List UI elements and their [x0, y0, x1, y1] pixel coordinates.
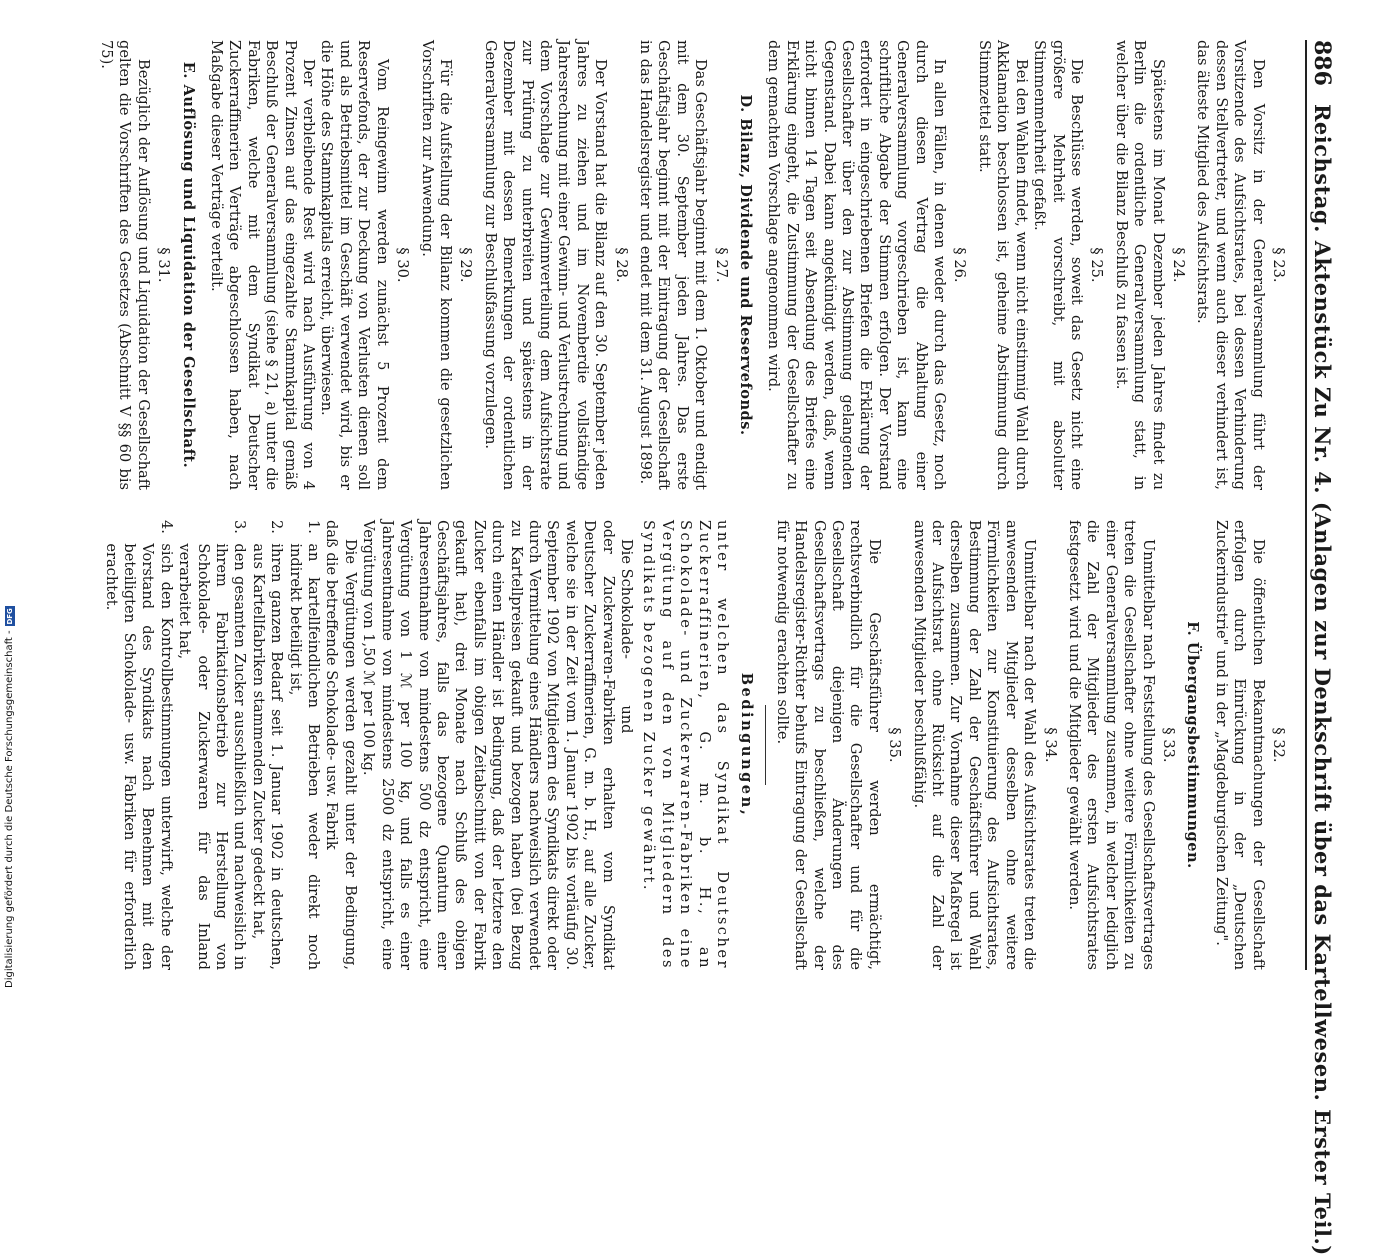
section-label: § 35. [886, 727, 904, 763]
subject-part: Die Schokolade- [618, 538, 635, 659]
subject-part: und [618, 705, 635, 734]
paragraph: Unmittelbar nach Feststellung des Gesellschaftsvertrages treten die Gesellschafter ohne weitere Förmlichkeiten zu einer Generalversammlung zusammen, in welcher lediglich die Zahl der Mitglieder des ersten Aufsichtsrates festgesetzt wird und die Mitglieder gewählt werden. [1065, 520, 1157, 970]
section-label: § 33. [1159, 727, 1177, 763]
page-title: Reichstag. Aktenstück Zu Nr. 4. (Anlagen zur Denkschrift über das Kartellwesen. Erster Teil.) [1310, 103, 1335, 1256]
paragraph: Die öffentlichen Bekanntmachungen der Gesellschaft erfolgen durch Einrückung in der „Deutschen Zuckerindustrie" und in der „Magdeburgischen Zeitung". [1212, 520, 1267, 970]
section-label: § 31. [155, 247, 173, 283]
paragraph: Spätestens im Monat Dezember jeden Jahres findet zu Berlin die ordentliche Generalversammlung statt, in welcher über die Bilanz Beschluß zu fassen ist. [1112, 40, 1167, 490]
divider [765, 705, 766, 785]
right-column [93, 520, 1293, 970]
left-column [93, 40, 1293, 490]
paragraph: In allen Fällen, in denen weder durch das Gesetz, noch durch diesen Vertrag die Abhaltung einer Generalversammlung vorgeschrieben ist, kann eine schriftliche Abgabe der Stimmen erfolgen. Der Vorstand erfordert in eingeschriebenen Briefen die Erklärung der Gesellschafter über den zur Abstimmung gelangenden Gegenstand. Dabei kann angekündigt werden, daß, wenn nicht binnen 14 Tagen seit Absendung des Briefes eine Erklärung eingeht, die Zustimmung der Gesellschafter zu dem gemachten Vorschlage angenommen wird. [765, 40, 949, 490]
credit-text: Digitalisierung gefördert durch die Deutsche Forschungsgemeinschaft - [4, 630, 15, 988]
list-item [101, 520, 175, 970]
section-label: § 34. [1041, 727, 1059, 763]
list-text: ihren ganzen Bedarf seit 1. Januar 1902 in deutschen, aus Kartellfabriken stammenden Zucker gedeckt hat, [249, 543, 286, 970]
document-page [45, 40, 1335, 1256]
list-number: 1. [305, 520, 323, 534]
conditions-subject [617, 520, 635, 970]
paragraph: Vom Reingewinn werden zunächst 5 Prozent dem Reservefonds, der zur Deckung von Verlusten dienen soll und als Betriebsmittel im Geschäft verwendet wird, bis er die Höhe des Stammkapitals erreicht, überwiesen. [318, 40, 391, 490]
paragraph: Das Geschäftsjahr beginnt mit dem 1. Oktober und endigt mit dem 30. September jeden Jahres. Das erste Geschäftsjahr beginnt mit der Eintragung der Gesellschaft in das Handelsregister und endet mit dem 31. August 1898. [637, 40, 710, 490]
section-label: § 23. [1270, 247, 1287, 283]
list-number: 4. [157, 520, 175, 534]
page-number: 886 [1309, 40, 1335, 86]
conditions-intro: unter welchen das Syndikat Deutscher Zuckerraffinerien, G. m. b. H., an Schokolade- und Zuckerwaren-Fabriken eine Vergütung auf den von Mitgliedern des Syndikats bezogenen Zucker gewährt. [640, 520, 732, 970]
paragraph: Die Vergütungen werden gezahlt unter der Bedingung, daß die betreffende Schokolade- usw. Fabrik [323, 520, 359, 970]
page-header [1305, 40, 1335, 1256]
paragraph: Der Vorstand hat die Bilanz auf den 30. September jeden Jahres zu ziehen und im Novemberdie vollständige Jahresrechnung mit einer Gewinn- und Verlustrechnung und dem Vorschlage zur Gewinnverteilung dem Aufsichtsrate zur Prüfung zu unterbreiten und spätestens in der Dezember mit dessen Bemerkungen der ordentlichen Generalversammlung zur Beschlußfassung vorzulegen. [481, 40, 610, 490]
subject-part [617, 780, 635, 970]
heading-bedingungen: Bedingungen, [738, 672, 756, 818]
section-label: § 27. [712, 247, 730, 283]
section-label: § 28. [612, 247, 630, 283]
section-label: § 30. [394, 247, 412, 283]
paragraph: Der verbleibende Rest wird nach Ausführung von 4 Prozent Zinsen auf das eingezahlte Stammkapital gemäß Beschluß der Generalversammlung (siehe § 21, a) unter die Fabriken, welche mit dem Syndikat Deutscher Zuckerraffinerien Verträge abgeschlossen haben, nach Maßgabe dieser Verträge verteilt. [208, 40, 318, 490]
list-number: 2. [268, 520, 286, 534]
paragraph: Unmittelbar nach der Wahl des Aufsichtsrates treten die anwesenden Mitglieder desselben ohne weitere Förmlichkeiten zur Konstituierung des Aufsichtsrates, Bestimmung der Zahl der Geschäftsführer und Wahl derselben zusammen. Zur Vornahme dieser Maßregel ist der Aufsichtsrat ohne Rücksicht auf die Zahl der anwesenden Mitglieder beschlußfähig. [910, 520, 1039, 970]
paragraph: Bezüglich der Auflösung und Liquidation der Gesellschaft gelten die Vorschriften des Gesetzes (Abschnitt V §§ 60 bis 75). [98, 40, 152, 490]
list-text: den gesamten Zucker ausschließlich und nachweislich in ihrem Fabrikationsbetrieb zur Herstellung von Schokolade- oder Zuckerwaren für das Inland verarbeitet hat, [176, 543, 249, 970]
heading-e: E. Auflösung und Liquidation der Gesellschaft. [179, 61, 197, 469]
list-item [285, 520, 322, 970]
list-text: an kartellfeindlichen Betrieben weder direkt noch indirekt beteiligt ist, [286, 543, 323, 970]
section-label: § 26. [951, 247, 969, 283]
digitization-credit [4, 606, 15, 988]
list-text: sich den Kontrollbestimmungen unterwirft, welche der Vorstand des Syndikats nach Benehmen mit den beteiligten Schokolade- usw. Fabriken für erforderlich erachtet. [102, 543, 175, 970]
paragraph: Für die Aufstellung der Bilanz kommen die gesetzlichen Vorschriften zur Anwendung. [418, 40, 454, 490]
paragraph: Die Geschäftsführer werden ermächtigt, rechtsverbindlich für die Gesellschafter und für die Gesellschaft diejenigen Änderungen des Gesellschaftsvertrags zu beschließen, welche der Handelsregister-Richter behufs Eintragung der Gesellschaft für notwendig erachten sollte. [773, 520, 883, 970]
section-label: § 32. [1270, 727, 1287, 763]
list-number: 3. [231, 520, 249, 534]
heading-f: F. Übergangsbestimmungen. [1184, 621, 1202, 869]
section-label: § 29. [457, 247, 475, 283]
paragraph: oder Zuckerwaren-Fabriken erhalten vom Syndikat Deutscher Zuckerraffinerien, G. m. b. H., auf alle Zucker, welche sie in der Zeit vom 1. Januar 1902 bis vorläufig 30. September 1902 von Mitgliedern des Syndikats direkt oder durch Vermittelung eines Händlers nachweislich verwendet zu Kartellpreisen gekauft und bezogen haben (bei Bezug durch einen Händler ist Bedingung, daß der letztere den Zucker ebenfalls im obigen Zeitabschnitt von der Fabrik gekauft hat), drei Monate nach Schluß des obigen Geschäftsjahres, falls das bezogene Quantum einer Jahresentnahme von mindestens 500 dz entspricht, eine Vergütung von 1 ℳ per 100 kg, und falls es einer Jahresentnahme von mindestens 2500 dz entspricht, eine Vergütung von 1,50 ℳ per 100 kg. [360, 520, 617, 970]
list-item [175, 520, 249, 970]
paragraph: Die Beschlüsse werden, soweit das Gesetz nicht eine größere Mehrheit vorschreibt, mit absoluter Stimmenmehrheit gefaßt. [1031, 40, 1085, 490]
dfg-logo: DFG [5, 608, 14, 625]
section-label: § 25. [1088, 247, 1106, 283]
section-label: § 24. [1169, 247, 1187, 283]
paragraph: Bei den Wahlen findet, wenn nicht einstimmig Wahl durch Akklamation beschlossen ist, geheime Abstimmung durch Stimmzettel statt. [975, 40, 1030, 490]
heading-d: D. Bilanz, Dividende und Reservefonds. [737, 94, 755, 436]
list-item [248, 520, 285, 970]
text-columns [93, 40, 1293, 970]
paragraph: Den Vorsitz in der Generalversammlung führt der Vorsitzende des Aufsichtsrates, bei dessen Verhinderung dessen Stellvertreter, und wenn auch dieser verhindert ist, das älteste Mitglied des Aufsichtsrats. [1194, 40, 1267, 490]
conditions-list [101, 520, 322, 970]
